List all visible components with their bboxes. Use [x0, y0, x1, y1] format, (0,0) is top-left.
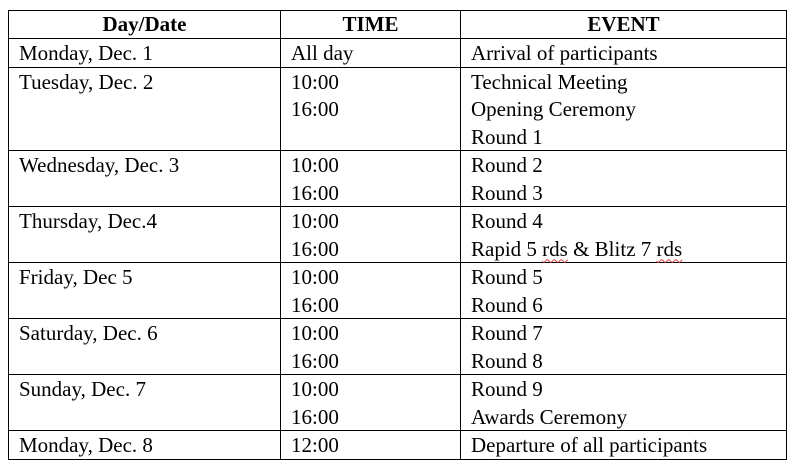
- day-cell: [9, 375, 281, 431]
- event-cell: [461, 207, 787, 263]
- day-cell: [9, 39, 281, 68]
- event-text: Round 3: [471, 180, 543, 205]
- event-text: Departure of all participants: [471, 433, 708, 457]
- event-cell: [461, 67, 787, 151]
- event-text: Arrival of participants: [471, 41, 658, 65]
- table-row: [9, 319, 787, 375]
- day-date-text: Sunday, Dec. 7: [19, 377, 146, 401]
- time-text: 16:00: [291, 404, 339, 429]
- header-row: [9, 11, 787, 39]
- event-cell: [461, 39, 787, 68]
- time-text: 16:00: [291, 236, 339, 261]
- schedule-table: [8, 10, 787, 460]
- day-date-text: Saturday, Dec. 6: [19, 321, 158, 345]
- time-cell: [281, 151, 461, 207]
- column-header-time: TIME: [281, 11, 461, 39]
- event-text: Awards Ceremony: [471, 404, 628, 429]
- time-text: 16:00: [291, 292, 339, 317]
- time-cell: [281, 375, 461, 431]
- event-cell: [461, 375, 787, 431]
- time-text: 10:00: [291, 265, 339, 289]
- table-row: [9, 375, 787, 431]
- spellcheck-flagged-word: rds: [542, 236, 568, 261]
- time-text: 10:00: [291, 69, 339, 94]
- event-text-with-spellcheck: Rapid 5 rds & Blitz 7 rds: [471, 236, 683, 261]
- table-row: [9, 67, 787, 151]
- time-cell: [281, 39, 461, 68]
- time-text: 10:00: [291, 321, 339, 345]
- event-cell: [461, 151, 787, 207]
- event-cell: [461, 263, 787, 319]
- time-text: 10:00: [291, 377, 339, 401]
- day-date-text: Wednesday, Dec. 3: [19, 153, 180, 177]
- event-cell: [461, 431, 787, 460]
- day-date-text: Monday, Dec. 8: [19, 433, 153, 457]
- time-cell: [281, 67, 461, 151]
- event-cell: [461, 319, 787, 375]
- table-row: [9, 39, 787, 68]
- time-text: 10:00: [291, 209, 339, 233]
- day-cell: [9, 67, 281, 151]
- event-text: Round 1: [471, 124, 543, 149]
- time-text: 16:00: [291, 348, 339, 373]
- event-text: Round 9: [471, 377, 543, 401]
- day-date-text: Thursday, Dec.4: [19, 209, 158, 233]
- time-cell: [281, 207, 461, 263]
- time-cell: [281, 319, 461, 375]
- day-cell: [9, 431, 281, 460]
- time-text: 12:00: [291, 433, 339, 457]
- event-text: Round 8: [471, 348, 543, 373]
- day-cell: [9, 263, 281, 319]
- time-text: All day: [291, 41, 354, 65]
- event-text: Opening Ceremony: [471, 97, 637, 121]
- time-text: 10:00: [291, 153, 339, 177]
- time-cell: [281, 431, 461, 460]
- day-cell: [9, 207, 281, 263]
- table-row: [9, 431, 787, 460]
- day-date-text: Tuesday, Dec. 2: [19, 69, 154, 94]
- table-row: [9, 207, 787, 263]
- event-text: Round 2: [471, 153, 543, 177]
- day-cell: [9, 319, 281, 375]
- event-text: Round 7: [471, 321, 543, 345]
- table-row: [9, 263, 787, 319]
- table-row: [9, 151, 787, 207]
- day-cell: [9, 151, 281, 207]
- time-text: 16:00: [291, 97, 339, 121]
- event-text: Technical Meeting: [471, 69, 628, 94]
- event-text: Round 4: [471, 209, 543, 233]
- day-date-text: Friday, Dec 5: [19, 265, 133, 289]
- column-header-event: EVENT: [461, 11, 787, 39]
- column-header-day-date: Day/Date: [9, 11, 281, 39]
- event-text: Round 6: [471, 292, 543, 317]
- day-date-text: Monday, Dec. 1: [19, 41, 153, 65]
- spellcheck-flagged-word: rds: [656, 236, 683, 261]
- event-text: Round 5: [471, 265, 543, 289]
- time-cell: [281, 263, 461, 319]
- time-text: 16:00: [291, 180, 339, 205]
